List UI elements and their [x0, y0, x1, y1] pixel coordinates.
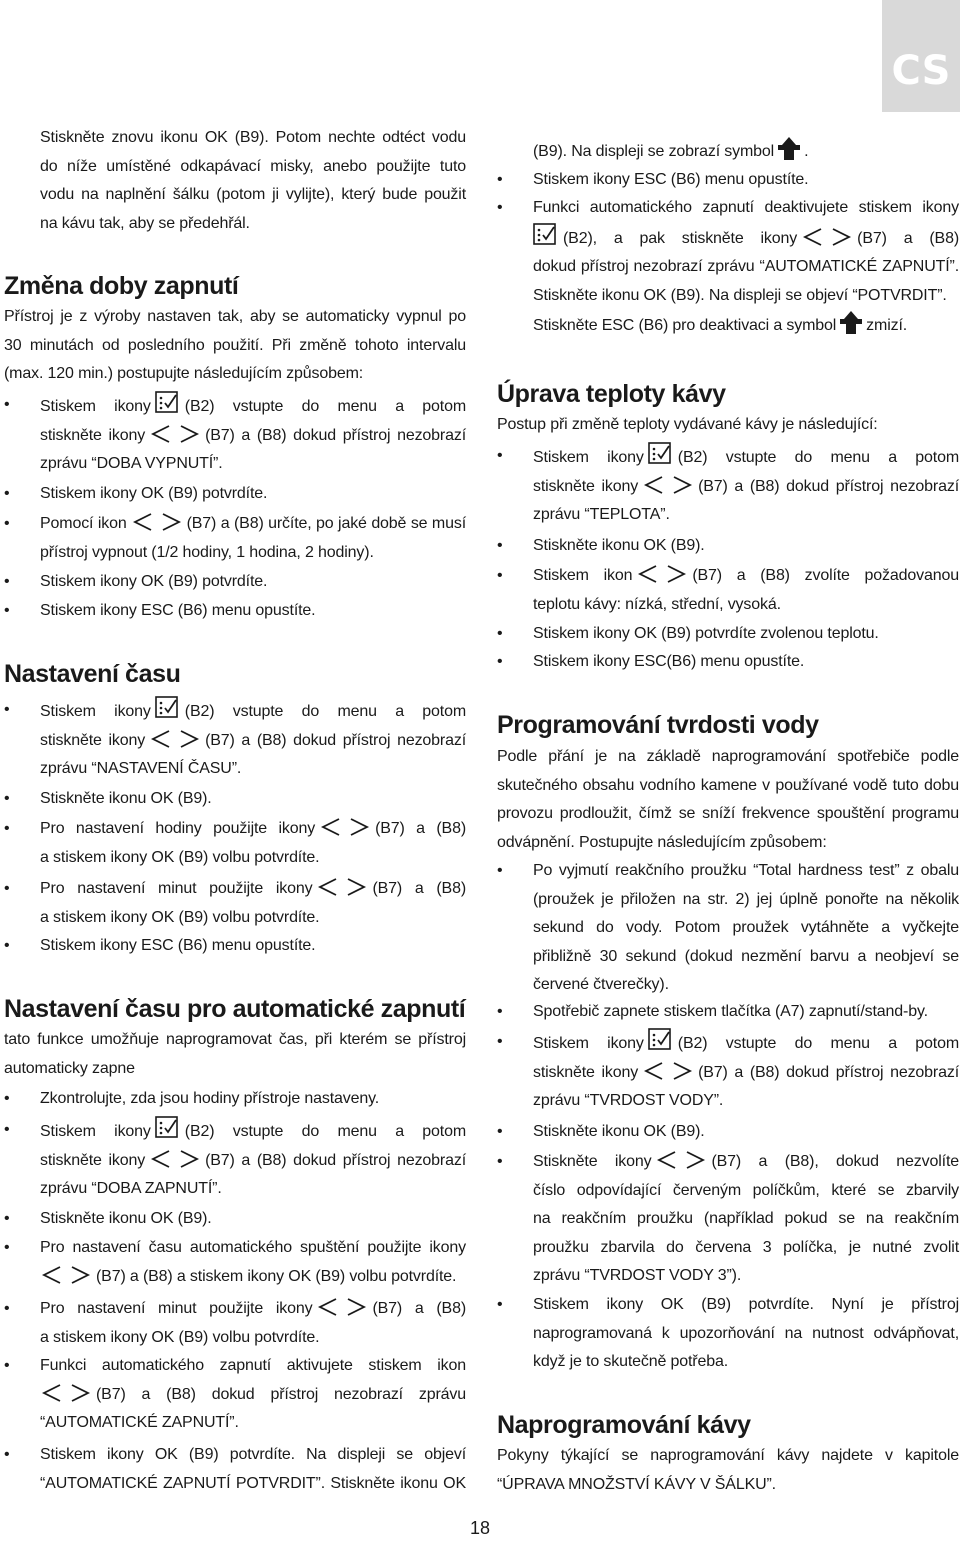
- text-line: Stiskněte ikonu OK (B9).: [40, 1210, 212, 1227]
- bullet-item: • Stiskněte ikonu OK (B9).: [533, 1118, 959, 1147]
- text-line: Stiskem ikony OK (B9) potvrdíte.: [40, 573, 268, 590]
- text: (B7) a (B8) dokud přístroj nezobrazí: [205, 426, 466, 444]
- text-line: číslo odpovídající červeným políčkům, které se zbarvily: [533, 1181, 959, 1199]
- text-line: “AUTOMATICKÉ ZAPNUTÍ POTVRDIT”. Stiskněte ikonu OK: [40, 1474, 466, 1492]
- paragraph: [497, 411, 959, 440]
- text-line: zprávu “DOBA ZAPNUTÍ”.: [40, 1180, 222, 1197]
- text: stiskněte ikony: [40, 1151, 146, 1169]
- language-tab: [882, 0, 960, 112]
- bullet-item: • Pomocí ikon (B7) a (B8) určíte, po jaké době se musí přístroj vypnout (1/2 hodiny, 1 hodina, 2 hodiny).: [40, 510, 466, 567]
- text-line: Přístroj je z výroby nastaven tak, aby se automaticky vypnul po: [4, 308, 466, 325]
- paragraph: [4, 303, 466, 389]
- text-line: teplotu kávy: nízká, střední, vysoká.: [533, 595, 781, 613]
- text-line: Stiskem ikony ESC(B6) menu opustíte.: [533, 653, 805, 670]
- text: Stiskněte ESC (B6) pro deaktivaci a symbol: [533, 317, 837, 334]
- text: Stiskem ikony: [40, 398, 151, 415]
- text-line: sekund do vody. Potom proužek vytáhněte a vyčkejte: [533, 919, 959, 936]
- text-line: odvápnění. Postupujte následujícím způsobem:: [497, 833, 827, 851]
- language-code: CS: [891, 48, 951, 94]
- text: (B7) a (B8) dokud přístroj nezobrazí: [205, 1151, 466, 1169]
- text: stiskněte ikony: [40, 426, 146, 444]
- menu-icon: [533, 223, 559, 247]
- paragraph: [497, 1442, 959, 1499]
- text-line: zprávu “TVRDOST VODY”.: [533, 1092, 724, 1109]
- menu-icon: [155, 391, 181, 415]
- chevron-left-right-icon: [642, 1061, 694, 1081]
- bullet-item: • Stiskněte ikonu OK (B9).: [40, 1205, 466, 1234]
- bullet-item: • Stiskem ikon (B7) a (B8) zvolíte požadovanou teplotu kávy: nízká, střední, vysoká.: [533, 562, 959, 619]
- text-line: Postup při změně teploty vydávané kávy je následující:: [497, 416, 878, 433]
- chevron-left-right-icon: [655, 1150, 707, 1170]
- text-line: Stiskněte znovu ikonu OK (B9). Potom nechte odtéct vodu: [40, 129, 466, 146]
- text-line: (proužek je přiložen na str. 2) jej úplně ponořte na několik: [533, 890, 959, 908]
- text-line: zprávu “TEPLOTA”.: [533, 506, 670, 523]
- text-line: Stiskem ikony OK (B9) potvrdíte.: [40, 485, 268, 502]
- bullet-item: • Funkci automatického zapnutí deaktivujete stiskem ikony (B2), a pak stiskněte ikony (B7) a (B8) dokud přístroj nezobrazí zprávu “AUTOMATICKÉ ZAPNUTÍ”. Stiskněte ikonu OK (B9). Na displeji se objeví “POTVRDIT”. Stiskněte ESC (B6) pro deaktivaci a symbol zmizí.: [533, 194, 959, 341]
- chevron-left-right-icon: [316, 1297, 368, 1317]
- text-line: Stiskem ikony ESC (B6) menu opustíte.: [40, 937, 316, 954]
- heading-uprava-teploty: Úprava teploty kávy: [497, 380, 726, 408]
- bullet-item: • Stiskem ikony OK (B9) potvrdíte zvolenou teplotu.: [533, 620, 959, 649]
- bullet-item: • Zkontrolujte, zda jsou hodiny přístroje nastaveny.: [40, 1085, 466, 1114]
- text: Pro nastavení minut použijte ikony: [40, 1300, 313, 1317]
- chevron-left-right-icon: [801, 227, 853, 247]
- text-line: zprávu “DOBA VYPNUTÍ”.: [40, 455, 223, 472]
- text: (B7) a (B8) dokud přístroj nezobrazí zprávu: [96, 1385, 466, 1403]
- text: Pro nastavení hodiny použijte ikony: [40, 820, 316, 837]
- chevron-left-right-icon: [131, 512, 183, 532]
- text: Stiskem ikon: [533, 567, 633, 584]
- text-line: do níže umístěné odkapávací misky, anebo použijte tuto: [40, 157, 466, 175]
- text: (B7) a (B8) dokud přístroj nezobrazí: [698, 1063, 959, 1081]
- text-line: Pokyny týkající se naprogramování kávy najdete v kapitole: [497, 1447, 959, 1464]
- text-line: (max. 120 min.) postupujte následujícím způsobem:: [4, 365, 364, 382]
- text: (B7) a (B8): [372, 1300, 466, 1317]
- text-line: Zkontrolujte, zda jsou hodiny přístroje nastaveny.: [40, 1090, 380, 1107]
- descaling-drop-icon: [776, 136, 802, 162]
- text-line: Stiskem ikony ESC (B6) menu opustíte.: [533, 171, 809, 188]
- menu-icon: [648, 1028, 674, 1052]
- text-line: Spotřebič zapnete stiskem tlačítka (A7) zapnutí/stand-by.: [533, 1003, 928, 1020]
- page-number: 18: [470, 1518, 491, 1538]
- text: stiskněte ikony: [533, 1063, 639, 1081]
- text: Stiskněte ikony: [533, 1153, 652, 1170]
- text: Stiskem ikony: [40, 1123, 151, 1140]
- text-line: přibližně 30 sekund (dokud nezmění barvu a neobjeví se: [533, 947, 959, 965]
- text: Pomocí ikon: [40, 515, 127, 532]
- bullet-item: • Stiskem ikony OK (B9) potvrdíte.: [40, 480, 466, 509]
- paragraph: [497, 743, 959, 857]
- bullet-item: • Stiskem ikony ESC (B6) menu opustíte.: [533, 166, 959, 195]
- text: (B7) a (B8): [375, 820, 466, 837]
- text: zmizí.: [866, 317, 908, 334]
- text-line: provozu prodloužit, čímž se sníží frekvence spouštění programu: [497, 805, 959, 822]
- text: Stiskem ikony: [40, 703, 151, 720]
- text-line: Stiskem ikony OK (B9) potvrdíte. Na displeji se objeví: [40, 1446, 466, 1463]
- bullet-item: • Pro nastavení hodiny použijte ikony (B7) a (B8) a stiskem ikony OK (B9) volbu potvrdíte.: [40, 815, 466, 872]
- menu-icon: [155, 696, 181, 720]
- chevron-left-right-icon: [149, 424, 201, 444]
- text: Stiskem ikony: [533, 449, 644, 466]
- text: (B2), a pak stiskněte ikony: [563, 229, 798, 247]
- text-line: 30 minutách od posledního použití. Při změně tohoto intervalu: [4, 336, 466, 354]
- text-line: Stiskněte ikonu OK (B9).: [40, 790, 212, 807]
- intro-paragraph: [40, 124, 466, 238]
- text-line: Podle přání je na základě naprogramování spotřebiče podle: [497, 748, 959, 765]
- chevron-left-right-icon: [319, 817, 371, 837]
- text: stiskněte ikony: [40, 731, 146, 749]
- chevron-left-right-icon: [149, 729, 201, 749]
- bullet-item: • Stiskem ikony OK (B9) potvrdíte. Na displeji se objeví “AUTOMATICKÉ ZAPNUTÍ POTVRDIT”. Stiskněte ikonu OK: [40, 1441, 466, 1498]
- bullet-item: • Pro nastavení minut použijte ikony (B7) a (B8) a stiskem ikony OK (B9) volbu potvrdíte.: [40, 875, 466, 932]
- text: .: [804, 143, 809, 160]
- bullet-item: • Stiskem ikony ESC (B6) menu opustíte.: [40, 597, 466, 626]
- bullet-item: • Po vyjmutí reakčního proužku “Total hardness test” z obalu (proužek je přiložen na str. 2) jej úplně ponořte na několik sekund do vody. Potom proužek vytáhněte a vyčkejte přibližně 30 sekund (dokud nezmění barvu a neobjeví se červené čtverečky).: [533, 857, 959, 1000]
- heading-automaticke-zapnuti: Nastavení času pro automatické zapnutí: [4, 995, 466, 1023]
- text-line: Funkci automatického zapnutí deaktivujete stiskem ikony: [533, 199, 959, 216]
- text: (B7) a (B8): [857, 229, 960, 247]
- text-line: přístroj vypnout (1/2 hodiny, 1 hodina, 2 hodiny).: [40, 543, 374, 561]
- bullet-item: • Stiskem ikony (B2) vstupte do menu a potom stiskněte ikony (B7) a (B8) dokud přístroj nezobrazí zprávu “TEPLOTA”.: [533, 442, 959, 530]
- bullet-item: • Stiskem ikony ESC(B6) menu opustíte.: [533, 648, 959, 677]
- text: stiskněte ikony: [533, 477, 639, 495]
- text-line: a stiskem ikony OK (B9) volbu potvrdíte.: [40, 848, 320, 866]
- text-line: “AUTOMATICKÉ ZAPNUTÍ”.: [40, 1414, 239, 1431]
- text: (B7) a (B8) zvolíte požadovanou: [692, 567, 959, 584]
- text-line: červené čtverečky).: [533, 976, 669, 993]
- chevron-left-right-icon: [636, 564, 688, 584]
- heading-programovani-tvrdosti: Programování tvrdosti vody: [497, 711, 819, 739]
- text-line: na reakčním proužku (například pokud se na reakčním: [533, 1210, 959, 1227]
- text-line: Stiskem ikony OK (B9) potvrdíte. Nyní je přístroj: [533, 1296, 959, 1313]
- text-line: Pro nastavení času automatického spuštění použijte ikony: [40, 1239, 466, 1256]
- text: (B7) a (B8) dokud přístroj nezobrazí: [205, 731, 466, 749]
- text-line: Funkci automatického zapnutí aktivujete stiskem ikon: [40, 1357, 466, 1374]
- chevron-left-right-icon: [40, 1383, 92, 1403]
- text: (B7) a (B8), dokud nezvolíte: [711, 1153, 959, 1170]
- text: (B2) vstupte do menu a potom: [184, 703, 467, 720]
- menu-icon: [648, 442, 674, 466]
- bullet-item: • Stiskem ikony OK (B9) potvrdíte. Nyní je přístroj naprogramovaná k upozorňování na nutnost odvápňovat, když je to skutečně potřeba.: [533, 1291, 959, 1377]
- text-line: Po vyjmutí reakčního proužku “Total hardness test” z obalu: [533, 862, 959, 879]
- descaling-drop-icon: [838, 310, 864, 336]
- heading-zmena-doby-zapnuti: Změna doby zapnutí: [4, 272, 239, 300]
- text: Stiskem ikony: [533, 1035, 644, 1052]
- text-line: Stiskněte ikonu OK (B9).: [533, 1123, 705, 1140]
- paragraph: [4, 1026, 466, 1083]
- text-line: tato funkce umožňuje naprogramovat čas, při kterém se přístroj: [4, 1031, 466, 1048]
- bullet-item: • Pro nastavení času automatického spuštění použijte ikony (B7) a (B8) a stiskem ikony OK (B9) volbu potvrdíte.: [40, 1234, 466, 1291]
- bullet-item: • Stiskem ikony OK (B9) potvrdíte.: [40, 568, 466, 597]
- text-line: a stiskem ikony OK (B9) volbu potvrdíte.: [40, 908, 320, 926]
- bullet-item: • Pro nastavení minut použijte ikony (B7) a (B8) a stiskem ikony OK (B9) volbu potvrdíte.: [40, 1295, 466, 1352]
- text-line: automaticky zapne: [4, 1059, 135, 1077]
- text-line: když je to skutečně potřeba.: [533, 1353, 729, 1370]
- bullet-item: • Spotřebič zapnete stiskem tlačítka (A7) zapnutí/stand-by.: [533, 998, 959, 1027]
- text-line: Stiskněte ikonu OK (B9).: [533, 537, 705, 554]
- bullet-item: • Stiskem ikony (B2) vstupte do menu a potom stiskněte ikony (B7) a (B8) dokud přístroj nezobrazí zprávu “DOBA ZAPNUTÍ”.: [40, 1116, 466, 1204]
- bullet-item: • Funkci automatického zapnutí aktivujete stiskem ikon (B7) a (B8) dokud přístroj nezobrazí zprávu “AUTOMATICKÉ ZAPNUTÍ”.: [40, 1352, 466, 1438]
- text-line: naprogramovaná k upozorňování na nutnost odvápňovat,: [533, 1324, 959, 1342]
- text-line: “ÚPRAVA MNOŽSTVÍ KÁVY V ŠÁLKU”.: [497, 1475, 776, 1493]
- chevron-left-right-icon: [40, 1265, 92, 1285]
- text: (B7) a (B8) dokud přístroj nezobrazí: [698, 477, 959, 495]
- text-line: skutečného obsahu vodního kamene v používané vodě tuto dobu: [497, 776, 959, 794]
- text: (B2) vstupte do menu a potom: [677, 1035, 960, 1052]
- bullet-continuation: [533, 136, 959, 167]
- bullet-item: • Stiskem ikony ESC (B6) menu opustíte.: [40, 932, 466, 961]
- chevron-left-right-icon: [642, 475, 694, 495]
- text: (B9). Na displeji se zobrazí symbol: [533, 143, 775, 160]
- bullet-item: • Stiskněte ikony (B7) a (B8), dokud nezvolíte číslo odpovídající červeným políčkům, které se zbarvily na reakčním proužku (například pokud se na reakčním proužku zbarvila do červena 3 políčka, je nutné zvolit zprávu “TVRDOST VODY 3”).: [533, 1148, 959, 1291]
- text-line: zprávu “TVRDOST VODY 3”).: [533, 1267, 742, 1284]
- text-line: zprávu “NASTAVENÍ ČASU”.: [40, 760, 242, 777]
- bullet-item: • Stiskem ikony (B2) vstupte do menu a potom stiskněte ikony (B7) a (B8) dokud přístroj nezobrazí zprávu “TVRDOST VODY”.: [533, 1028, 959, 1116]
- text: (B2) vstupte do menu a potom: [184, 398, 467, 415]
- text-line: Stiskem ikony ESC (B6) menu opustíte.: [40, 602, 316, 619]
- text: (B2) vstupte do menu a potom: [184, 1123, 467, 1140]
- heading-nastaveni-casu: Nastavení času: [4, 660, 181, 688]
- text-line: proužku zbarvila do červena 3 políčka, je nutné zvolit: [533, 1238, 959, 1256]
- heading-naprogramovani-kavy: Naprogramování kávy: [497, 1411, 751, 1439]
- bullet-item: • Stiskněte ikonu OK (B9).: [533, 532, 959, 561]
- text: (B7) a (B8) určíte, po jaké době se musí: [186, 515, 466, 532]
- text: (B7) a (B8): [372, 880, 466, 897]
- menu-icon: [155, 1116, 181, 1140]
- text-line: na kávu tak, aby se předehřál.: [40, 214, 250, 232]
- chevron-left-right-icon: [149, 1149, 201, 1169]
- text: (B7) a (B8) a stiskem ikony OK (B9) volbu potvrdíte.: [96, 1267, 457, 1285]
- bullet-item: • Stiskem ikony (B2) vstupte do menu a potom stiskněte ikony (B7) a (B8) dokud přístroj nezobrazí zprávu “NASTAVENÍ ČASU”.: [40, 696, 466, 784]
- text-line: vodu na naplnění šálku (potom ji vylijte), který bude použit: [40, 186, 466, 203]
- text-line: Stiskněte ikonu OK (B9). Na displeji se objeví “POTVRDIT”.: [533, 286, 947, 304]
- text-line: dokud přístroj nezobrazí zprávu “AUTOMATICKÉ ZAPNUTÍ”.: [533, 258, 959, 275]
- text-line: a stiskem ikony OK (B9) volbu potvrdíte.: [40, 1328, 320, 1346]
- bullet-item: • Stiskem ikony (B2) vstupte do menu a potom stiskněte ikony (B7) a (B8) dokud přístroj nezobrazí zprávu “DOBA VYPNUTÍ”.: [40, 391, 466, 479]
- text: (B2) vstupte do menu a potom: [677, 449, 960, 466]
- chevron-left-right-icon: [316, 877, 368, 897]
- text-line: Stiskem ikony OK (B9) potvrdíte zvolenou teplotu.: [533, 625, 879, 642]
- bullet-item: • Stiskněte ikonu OK (B9).: [40, 785, 466, 814]
- text: Pro nastavení minut použijte ikony: [40, 880, 313, 897]
